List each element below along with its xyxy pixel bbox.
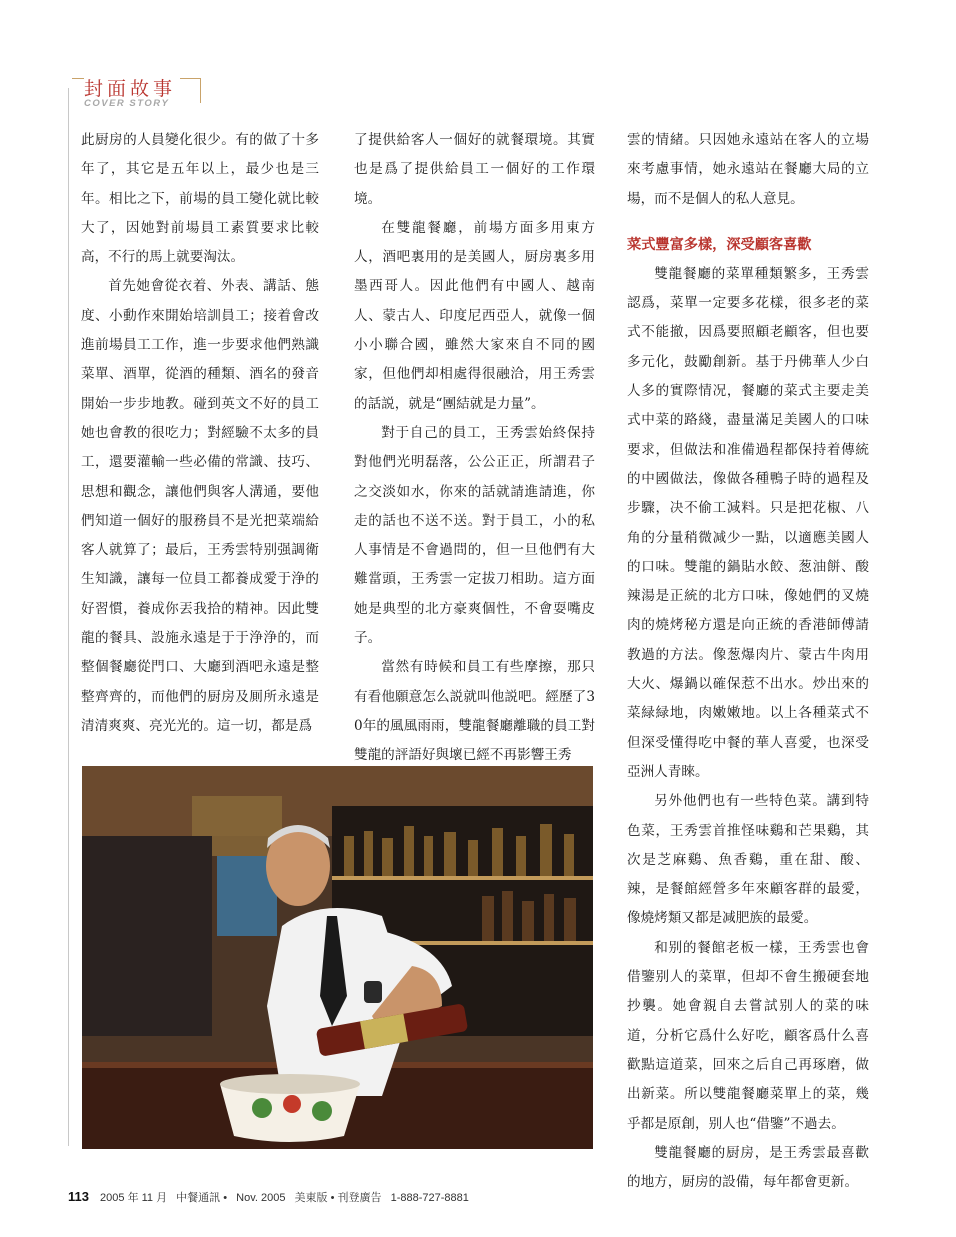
- text-column-1: [81, 126, 319, 741]
- section-header: [82, 74, 202, 110]
- footer-date-en: Nov. 2005: [236, 1192, 286, 1204]
- page-footer: [68, 1189, 475, 1205]
- text-column-2: [354, 126, 595, 771]
- paragraph: 另外他們也有一些特色菜。講到特色菜，王秀雲首推怪味鷄和芒果鷄，其次是芝麻鷄、魚香鷄，重在甜、酸、辣，是餐館經營多年來顧客群的最愛，像燒烤類又都是减肥族的最愛。: [627, 793, 869, 927]
- paragraph: 在雙龍餐廳，前場方面多用東方人，酒吧裏用的是美國人，厨房裏多用墨西哥人。因此他們有中國人、越南人、蒙古人、印度尼西亞人，就像一個小小聯合國，雖然大家來自不同的國家，但他們却相處得很融洽，用王秀雲的話説，就是“團結就是力量”。: [354, 219, 595, 412]
- paragraph: 當然有時候和員工有些摩擦，那只有看他願意怎么説就叫他説吧。經歷了30年的風風雨雨，雙龍餐廳離職的員工對雙龍的評語好與壞已經不再影響王秀: [354, 659, 595, 764]
- paragraph: 雲的情緒。只因她永遠站在客人的立場來考慮事情，她永遠站在餐廳大局的立場，而不是個人的私人意見。: [627, 132, 869, 207]
- paragraph: 了提供給客人一個好的就餐環境。其實也是爲了提供給員工一個好的工作環境。: [354, 132, 595, 207]
- footer-edition: 美東版 • 刊登廣告: [294, 1192, 382, 1204]
- bartender-photo: [82, 766, 593, 1149]
- text-column-3: [627, 126, 869, 1197]
- section-title-cn: 封面故事: [84, 74, 180, 101]
- margin-rule: [68, 88, 69, 1146]
- footer-publication: 中餐通訊 •: [176, 1192, 228, 1204]
- paragraph: 對于自己的員工，王秀雲始終保持對他們光明磊落，公公正正，所謂君子之交淡如水，你來的話就請進請進，你走的話也不送不送。對于員工，小的私人事情是不會過問的，但一旦他們有大難當頭，王秀雲一定拔刀相助。這方面她是典型的北方豪爽個性，不會耍嘴皮子。: [354, 424, 595, 647]
- paragraph: 雙龍餐廳的厨房，是王秀雲最喜歡的地方，厨房的設備，每年都會更新。: [627, 1144, 869, 1191]
- paragraph: 和别的餐館老板一樣，王秀雲也會借鑒别人的菜單，但却不會生搬硬套地抄襲。她會親自去嘗試别人的菜的味道，分析它爲什么好吃，顧客爲什么喜歡點這道菜，回來之后自己再琢磨，做出新菜。所以雙龍餐廳菜單上的菜，幾乎都是原創，别人也“借鑒”不過去。: [627, 939, 869, 1132]
- paragraph: 此厨房的人員變化很少。有的做了十多年了，其它是五年以上，最少也是三年。相比之下，前場的員工變化就比較大了，因她對前場員工素質要求比較高，不行的馬上就要淘汰。: [81, 132, 319, 266]
- section-title-en: COVER STORY: [84, 98, 170, 109]
- subsection-heading: 菜式豐富多樣，深受顧客喜歡: [627, 236, 812, 253]
- page-number: 113: [68, 1189, 89, 1204]
- footer-date-cn: 2005 年 11 月: [100, 1192, 168, 1204]
- paragraph: 首先她會從衣着、外表、講話、態度、小動作來開始培訓員工；接着會改進前場員工工作，進一步要求他們熟識菜單、酒單，從酒的種類、酒名的發音開始一步步地教。碰到英文不好的員工她也會教的很吃力；對經驗不太多的員工，還要灌輸一些必備的常識、技巧、思想和觀念，讓他們與客人溝通，要他們知道一個好的服務員不是光把菜端給客人就算了；最后，王秀雲特别强調衛生知識，讓每一位員工都養成愛于浄的好習慣，養成你丟我拾的精神。因此雙龍的餐具、設施永遠是于于浄浄的，而整個餐廳從門口、大廳到酒吧永遠是整整齊齊的，而他們的厨房及厠所永遠是清清爽爽、亮光光的。這一切，都是爲: [81, 278, 319, 734]
- paragraph: 雙龍餐廳的菜單種類繁多，王秀雲認爲，菜單一定要多花樣，很多老的菜式不能撤，因爲要照顧老顧客，但也要多元化，鼓勵創新。基于丹佛華人少白人多的實際情况，餐廳的菜式主要走美式中菜的路綫，盡量滿足美國人的口味要求，但做法和准備過程都保持着傳統的中國做法，像做各種鴨子時的過程及步驟，决不偷工減料。只是把花椒、八角的分量稍微减少一點，以適應美國人的口味。雙龍的鍋貼水餃、葱油餅、酸辣湯是正統的北方口味，像她們的叉燒肉的燒烤秘方還是向正統的香港師傅請教過的方法。像葱爆肉片、蒙古牛肉用大火、爆鍋以確保惹不出水。炒出來的菜緑緑地，肉嫩嫩地。以上各種菜式不但深受懂得吃中餐的華人喜愛，也深受亞洲人青睞。: [627, 265, 869, 780]
- footer-phone: 1-888-727-8881: [390, 1192, 469, 1204]
